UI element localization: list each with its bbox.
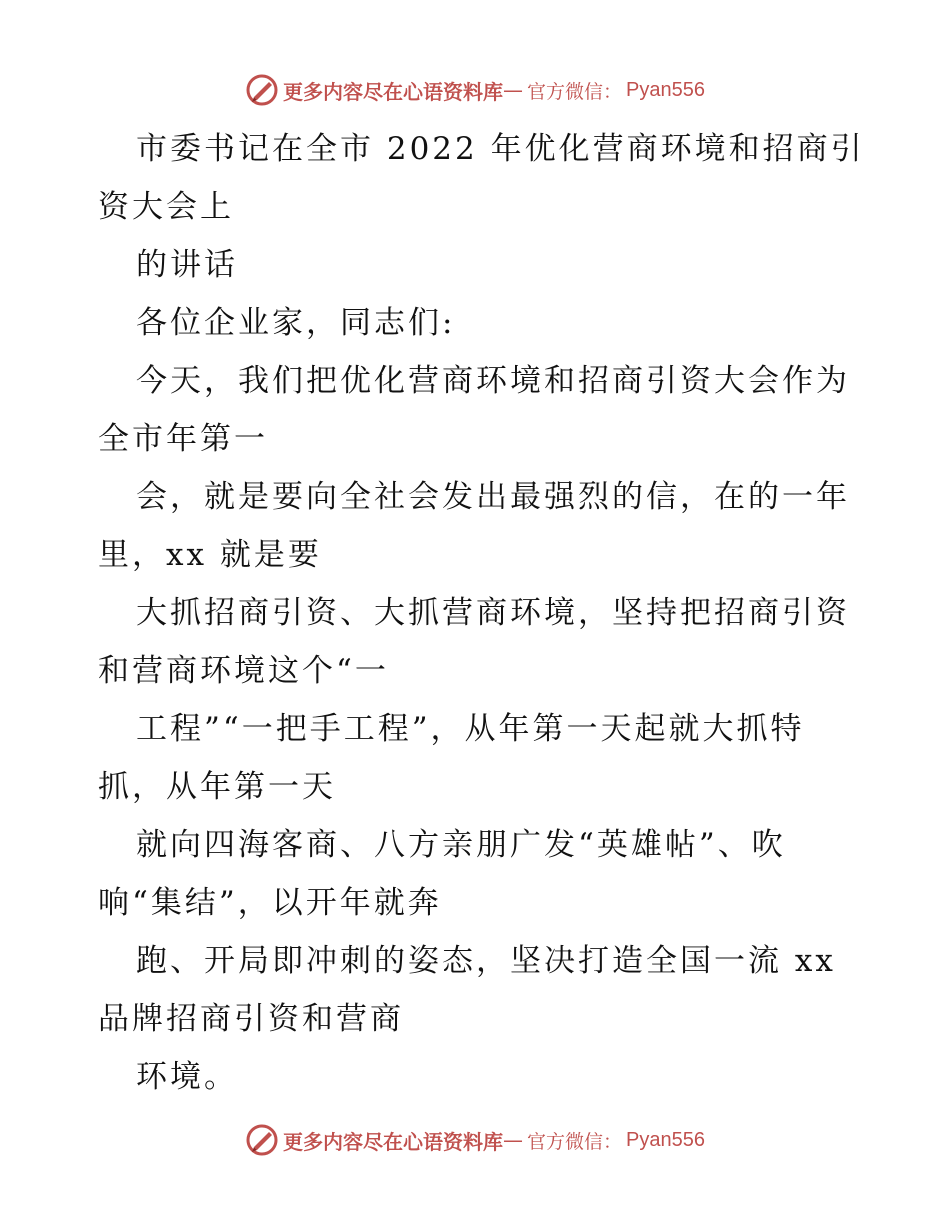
watermark-subtitle: 官方微信： [527,80,623,103]
text-line: 跑、开局即冲刺的姿态，坚决打造全国一流 xx [136,943,836,979]
text-line: 会，就是要向全社会发出最强烈的信，在的一年 [136,479,850,515]
text-line: 资大会上 [98,189,234,225]
text-line: 品牌招商引资和营商 [98,1001,404,1037]
watermark-subtitle: 官方微信： [527,1130,623,1153]
pen-logo-icon [245,1123,279,1157]
pen-logo-icon [245,73,279,107]
header-watermark [0,70,950,110]
text-line: 就向四海客商、八方亲朋广发“英雄帖”、吹 [136,827,786,863]
footer-watermark [0,1120,950,1160]
text-line: 的讲话 [136,247,238,283]
text-line: 市委书记在全市 2022 年优化营商环境和招商引 [136,131,865,167]
text-line: 工程”“一把手工程”，从年第一天起就大抓特 [136,711,805,747]
watermark-account: Pyan556 [626,78,705,101]
text-line: 今天，我们把优化营商环境和招商引资大会作为 [136,363,850,399]
watermark-separator: — [503,78,523,102]
text-line: 和营商环境这个“一 [98,653,389,689]
text-line: 各位企业家，同志们: [136,305,456,341]
text-line: 里，xx 就是要 [98,537,322,573]
watermark-account: Pyan556 [626,1128,705,1151]
watermark-text: 更多内容尽在心语资料库 [283,79,503,104]
text-line: 抓，从年第一天 [98,769,336,805]
text-line: 全市年第一 [98,421,268,457]
text-line: 环境。 [136,1059,238,1095]
watermark-text: 更多内容尽在心语资料库 [283,1129,503,1154]
document-body [98,120,865,1106]
watermark-separator: — [503,1128,523,1152]
text-line: 响“集结”，以开年就奔 [98,885,442,921]
text-line: 大抓招商引资、大抓营商环境，坚持把招商引资 [136,595,850,631]
